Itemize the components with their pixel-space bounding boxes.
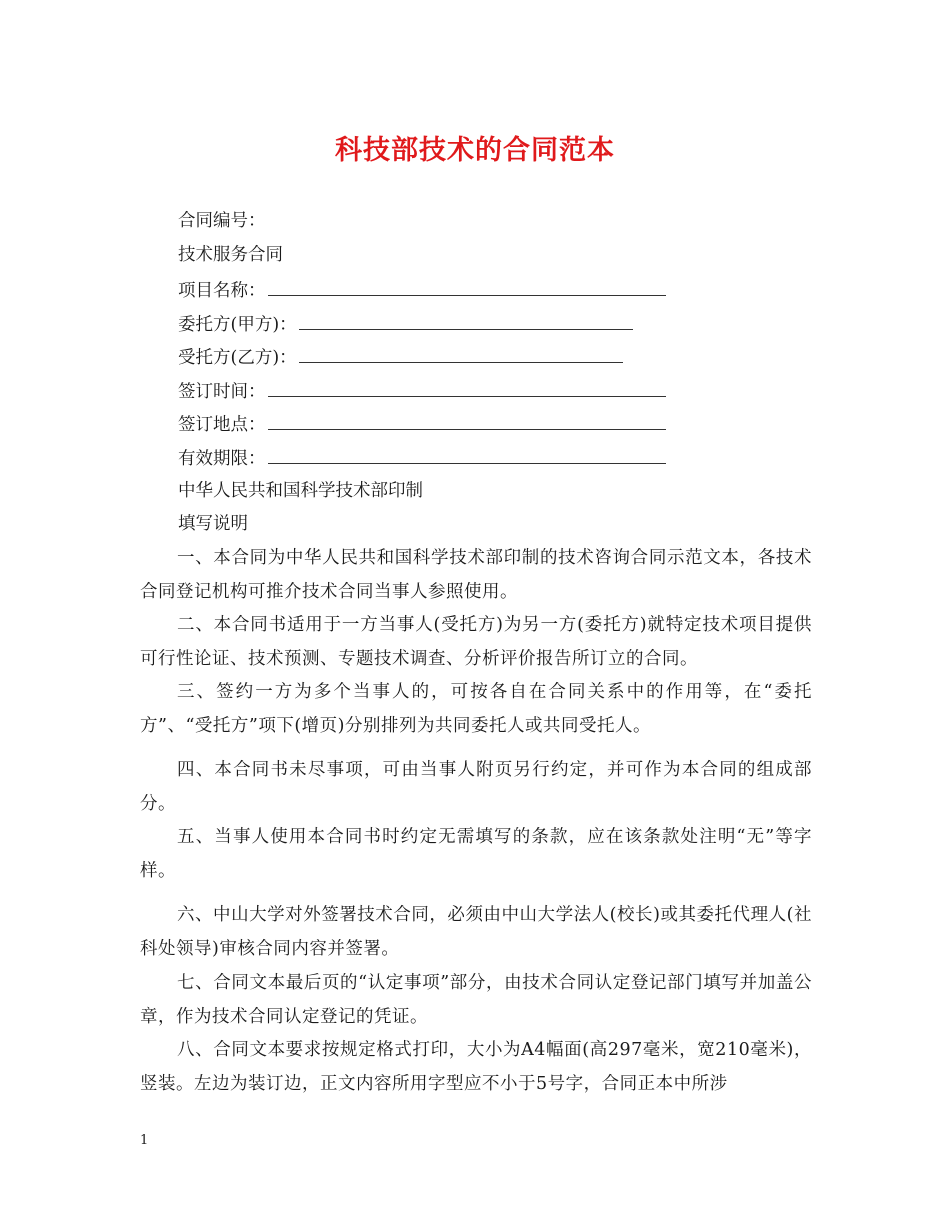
instruction-paragraph-3: 三、签约一方为多个当事人的，可按各自在合同关系中的作用等，在“委托方”、“受托方”项下(增页)分别排列为共同委托人或共同受托人。 (140, 682, 812, 736)
instruction-paragraph-6: 六、中山大学对外签署技术合同，必须由中山大学法人(校长)或其委托代理人(社科处领导)审核合同内容并签署。 (140, 905, 812, 959)
signing-date-label: 签订时间： (178, 382, 266, 402)
instructions-heading: 填写说明 (178, 514, 248, 534)
contract-type-label: 技术服务合同 (178, 245, 283, 265)
project-name-field (178, 277, 666, 303)
instruction-paragraph-2: 二、本合同书适用于一方当事人(受托方)为另一方(委托方)就特定技术项目提供可行性论证、技术预测、专题技术调查、分析评价报告所订立的合同。 (140, 615, 812, 669)
contractor-label: 受托方(乙方)： (178, 348, 297, 368)
contractor-blank (299, 344, 623, 363)
signing-date-field (178, 378, 666, 404)
signing-place-field (178, 411, 666, 437)
instruction-paragraph-4: 四、本合同书未尽事项，可由当事人附页另行约定，并可作为本合同的组成部分。 (140, 760, 812, 814)
client-label: 委托方(甲方)： (178, 315, 297, 335)
contract-number-label: 合同编号： (178, 211, 266, 231)
validity-period-blank (268, 445, 666, 464)
signing-place-label: 签订地点： (178, 415, 266, 435)
instruction-paragraph-7: 七、合同文本最后页的“认定事项”部分，由技术合同认定登记部门填写并加盖公章，作为技术合同认定登记的凭证。 (140, 973, 812, 1027)
validity-period-field (178, 445, 666, 471)
project-name-label: 项目名称： (178, 281, 266, 301)
client-field (178, 311, 633, 337)
instruction-paragraph-1: 一、本合同为中华人民共和国科学技术部印制的技术咨询合同示范文本，各技术合同登记机构可推介技术合同当事人参照使用。 (140, 548, 812, 602)
client-blank (299, 311, 633, 330)
instruction-paragraph-8: 八、合同文本要求按规定格式打印，大小为A4幅面(高297毫米，宽210毫米)，竖装。左边为装订边，正文内容所用字型应不小于5号字，合同正本中所涉 (140, 1040, 812, 1094)
instruction-paragraph-5: 五、当事人使用本合同书时约定无需填写的条款，应在该条款处注明“无”等字样。 (140, 827, 812, 881)
document-title: 科技部技术的合同范本 (335, 135, 615, 166)
validity-period-label: 有效期限： (178, 449, 266, 469)
contractor-field (178, 344, 623, 370)
project-name-blank (268, 277, 666, 296)
publisher-line: 中华人民共和国科学技术部印制 (178, 481, 423, 501)
page-number: 1 (140, 1133, 149, 1148)
signing-date-blank (268, 378, 666, 397)
signing-place-blank (268, 411, 666, 430)
